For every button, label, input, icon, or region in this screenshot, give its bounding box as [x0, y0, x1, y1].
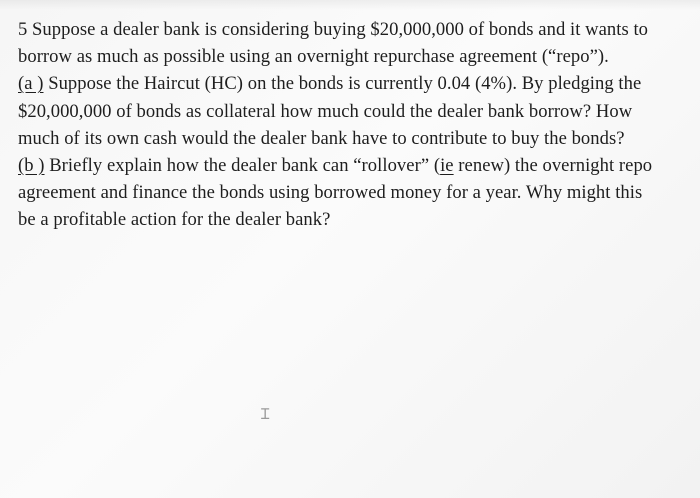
part-a-line — [18, 70, 688, 97]
question-text — [18, 16, 688, 234]
text-cursor-icon: Ɪ — [261, 405, 270, 423]
question-line-1: 5 Suppose a dealer bank is considering buying $20,000,000 of bonds and it wants to — [18, 19, 649, 40]
part-b-ie: ie — [440, 155, 454, 177]
question-line-8: be a profitable action for the dealer bank? — [18, 209, 331, 231]
part-b-text-2: renew) the overnight repo — [453, 155, 653, 177]
question-line-4: $20,000,000 of bonds as collateral how much could the dealer bank borrow? How — [18, 100, 633, 122]
part-b-marker: (b ) — [18, 155, 45, 177]
question-line-5: much of its own cash would the dealer bank have to contribute to buy the bonds? — [18, 127, 625, 149]
question-line-7: agreement and finance the bonds using borrowed money for a year. Why might this — [18, 182, 643, 204]
part-b-text-1: Briefly explain how the dealer bank can “rollover” ( — [44, 155, 441, 177]
part-a-marker: (a ) — [18, 73, 44, 95]
part-b-line — [18, 152, 688, 179]
question-line-2: borrow as much as possible using an overnight repurchase agreement (“repo”). — [18, 46, 609, 68]
part-a-text: Suppose the Haircut (HC) on the bonds is currently 0.04 (4%). By pledging the — [43, 73, 642, 95]
